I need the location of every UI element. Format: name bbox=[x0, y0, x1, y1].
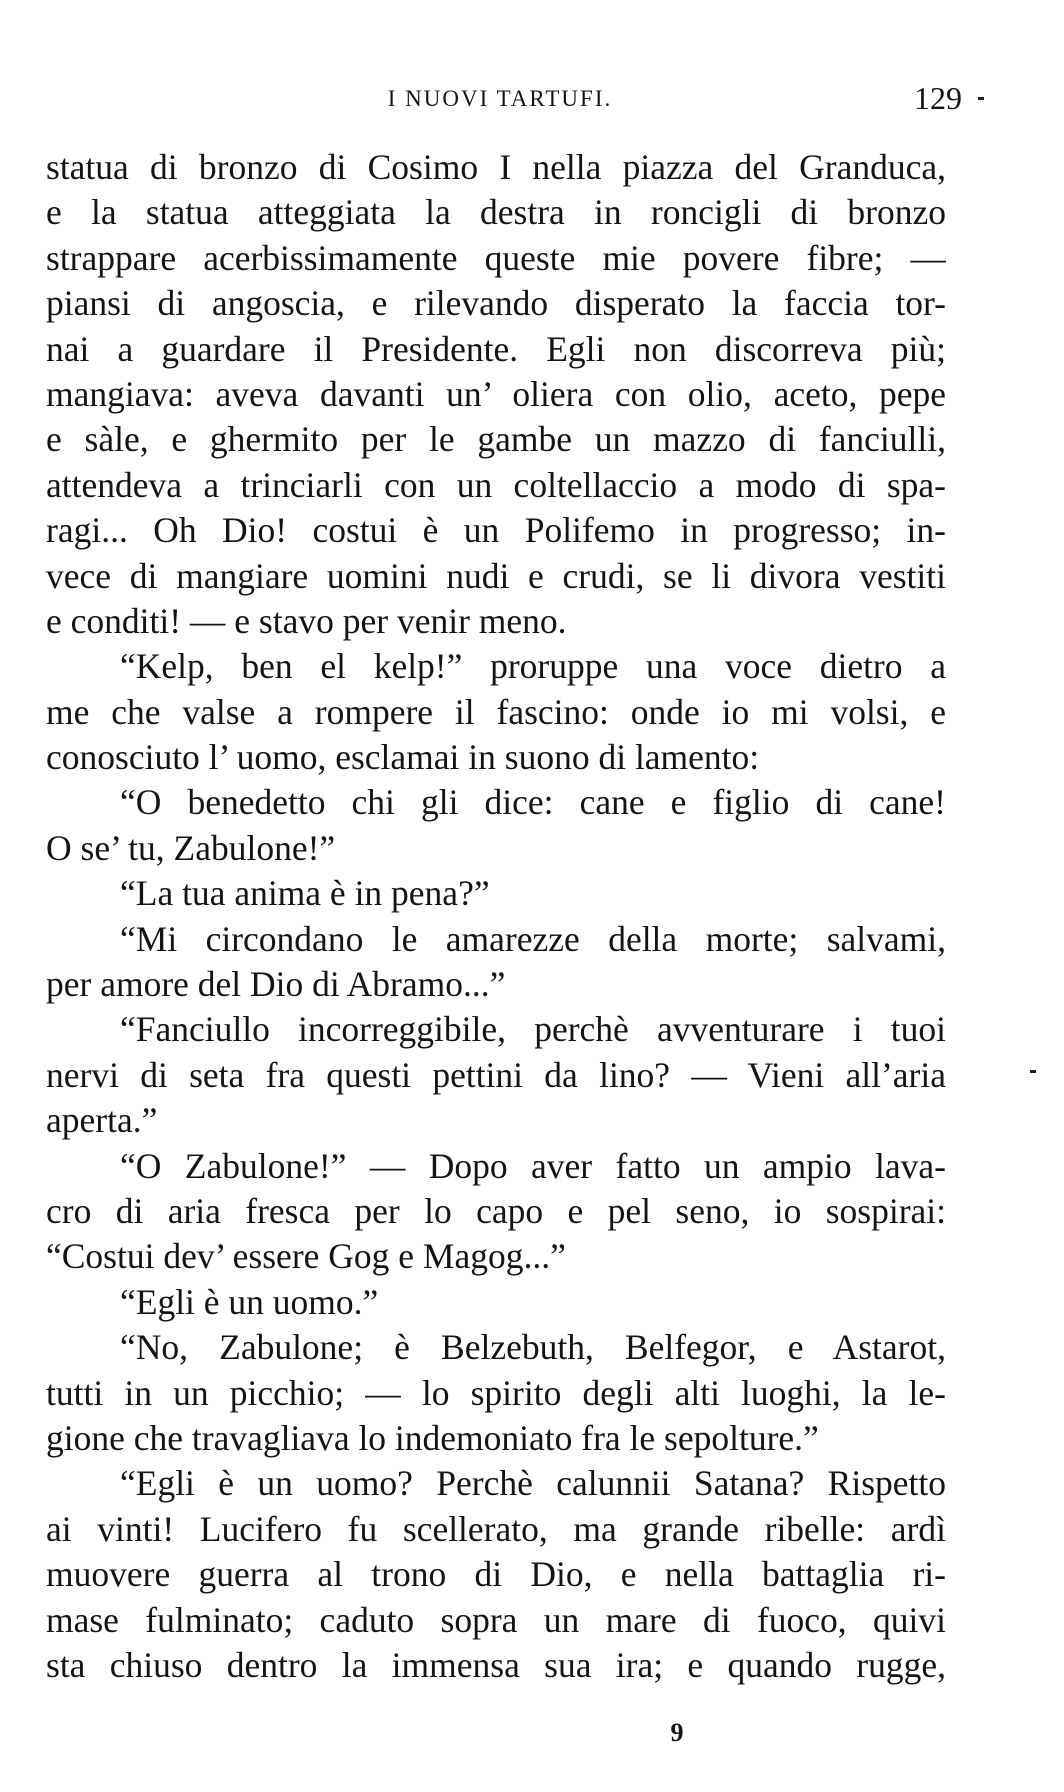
page-header bbox=[40, 80, 960, 124]
text-line: “La tua anima è in pena?” bbox=[120, 873, 490, 914]
text-line: aperta.” bbox=[46, 1100, 158, 1141]
page-number: 129 bbox=[914, 80, 962, 116]
text-line: statua di bronzo di Cosimo I nella piazza del Granduca, bbox=[46, 147, 946, 187]
text-line: “Costui dev’ essere Gog e Magog...” bbox=[46, 1236, 566, 1277]
text-line: “O benedetto chi gli dice: cane e figlio di cane! bbox=[120, 782, 946, 823]
text-line: e sàle, e ghermito per le gambe un mazzo di fanciulli, bbox=[46, 419, 946, 460]
text-line: muovere guerra al trono di Dio, e nella battaglia ri- bbox=[46, 1554, 946, 1595]
text-line: nervi di seta fra questi pettini da lino? — Vieni all’aria bbox=[46, 1054, 946, 1095]
signature-mark: 9 bbox=[670, 1718, 684, 1747]
text-line: tutti in un picchio; — lo spirito degli alti luoghi, la le- bbox=[46, 1372, 946, 1413]
text-line: “Mi circondano le amarezze della morte; salvami, bbox=[120, 918, 946, 959]
text-line: conosciuto l’ uomo, esclamai in suono di lamento: bbox=[46, 737, 760, 778]
text-line: me che valse a rompere il fascino: onde io mi volsi, e bbox=[46, 691, 946, 732]
text-line: piansi di angoscia, e rilevando disperato la faccia tor- bbox=[46, 283, 946, 324]
text-line: “Fanciullo incorreggibile, perchè avventurare i tuoi bbox=[120, 1009, 946, 1050]
running-title: I NUOVI TARTUFI. bbox=[387, 86, 613, 111]
body-text bbox=[46, 145, 946, 1688]
text-line: cro di aria fresca per lo capo e pel seno, io sospirai: bbox=[46, 1190, 946, 1231]
text-line: nai a guardare il Presidente. Egli non discorreva più; bbox=[46, 328, 946, 369]
text-line: “Egli è un uomo? Perchè calunnii Satana? Rispetto bbox=[120, 1463, 946, 1504]
text-line: “O Zabulone!” — Dopo aver fatto un ampio lava- bbox=[120, 1145, 946, 1186]
print-speck-mark bbox=[1030, 1070, 1036, 1073]
text-line: gione che travagliava lo indemoniato fra le sepolture.” bbox=[46, 1417, 819, 1458]
text-line: vece di mangiare uomini nudi e crudi, se li divora vestiti bbox=[46, 555, 946, 596]
text-line: ragi... Oh Dio! costui è un Polifemo in progresso; in- bbox=[46, 510, 946, 551]
text-line: ai vinti! Lucifero fu scellerato, ma grande ribelle: ardì bbox=[46, 1508, 946, 1549]
text-line: “No, Zabulone; è Belzebuth, Belfegor, e Astarot, bbox=[120, 1327, 946, 1368]
text-line: mase fulminato; caduto sopra un mare di fuoco, quivi bbox=[46, 1599, 946, 1640]
text-line: per amore del Dio di Abramo...” bbox=[46, 964, 506, 1005]
text-line: mangiava: aveva davanti un’ oliera con olio, aceto, pepe bbox=[46, 373, 946, 414]
text-line: “Egli è un uomo.” bbox=[120, 1281, 379, 1322]
text-line: sta chiuso dentro la immensa sua ira; e quando rugge, bbox=[46, 1644, 946, 1685]
text-line: e conditi! — e stavo per venir meno. bbox=[46, 600, 567, 641]
text-line: strappare acerbissimamente queste mie povere fibre; — bbox=[46, 237, 946, 278]
text-line: attendeva a trinciarli con un coltellaccio a modo di spa- bbox=[46, 464, 946, 505]
text-line: e la statua atteggiata la destra in roncigli di bronzo bbox=[46, 192, 946, 233]
text-line: “Kelp, ben el kelp!” proruppe una voce dietro a bbox=[120, 646, 946, 687]
text-line: O se’ tu, Zabulone!” bbox=[46, 827, 336, 868]
print-speck-mark bbox=[978, 97, 984, 100]
